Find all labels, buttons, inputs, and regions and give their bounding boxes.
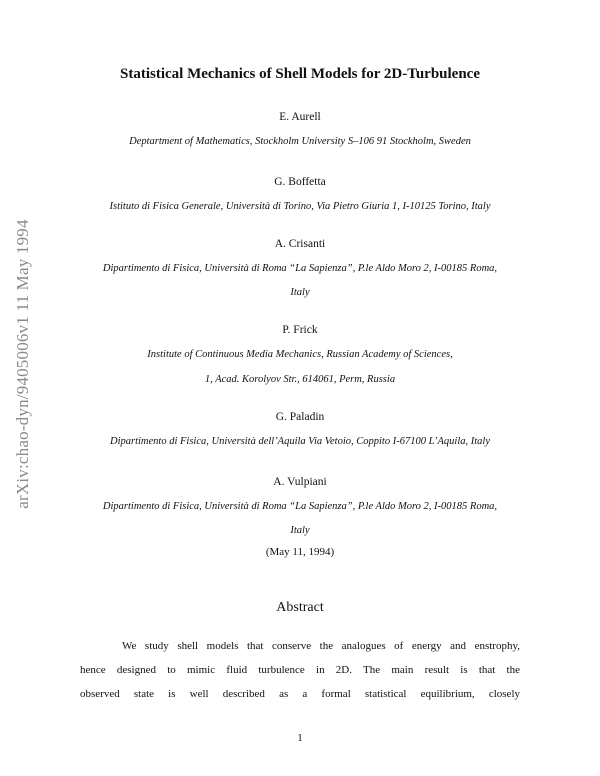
abstract-line: observed state is well described as a formal statistical equilibrium, closely bbox=[80, 688, 520, 700]
abstract-line: We study shell models that conserve the analogues of energy and enstrophy, bbox=[122, 640, 520, 652]
author-affiliation: 1, Acad. Korolyov Str., 614061, Perm, Russia bbox=[204, 374, 396, 385]
author-affiliation: Dipartimento di Fisica, Università dell’Aquila Via Vetoio, Coppito I-67100 L’Aquila, Italy bbox=[110, 436, 490, 447]
author-affiliation: Deptartment of Mathematics, Stockholm University S–106 91 Stockholm, Sweden bbox=[129, 136, 471, 147]
abstract-line: hence designed to mimic fluid turbulence in 2D. The main result is that the bbox=[80, 664, 520, 676]
arxiv-identifier: arXiv:chao-dyn/9405006v1 11 May 1994 bbox=[13, 219, 32, 509]
author-name: E. Aurell bbox=[279, 111, 321, 123]
page-number: 1 bbox=[297, 732, 303, 744]
author-name: G. Boffetta bbox=[274, 176, 326, 188]
author-name: A. Crisanti bbox=[274, 238, 326, 250]
author-affiliation: Dipartimento di Fisica, Università di Roma “La Sapienza”, P.le Aldo Moro 2, I-00185 Roma, bbox=[102, 263, 498, 274]
author-name: P. Frick bbox=[282, 324, 318, 336]
publication-date: (May 11, 1994) bbox=[265, 546, 335, 558]
author-affiliation: Institute of Continuous Media Mechanics, Russian Academy of Sciences, bbox=[147, 349, 453, 360]
author-affiliation: Istituto di Fisica Generale, Università di Torino, Via Pietro Giuria 1, I-10125 Torino, Italy bbox=[109, 201, 491, 212]
author-name: A. Vulpiani bbox=[273, 476, 327, 488]
author-affiliation: Italy bbox=[290, 525, 310, 536]
arxiv-stamp bbox=[8, 184, 38, 544]
abstract-heading: Abstract bbox=[276, 600, 324, 615]
author-name: G. Paladin bbox=[275, 411, 325, 423]
paper-title: Statistical Mechanics of Shell Models for 2D-Turbulence bbox=[120, 66, 480, 82]
author-affiliation: Dipartimento di Fisica, Università di Roma “La Sapienza”, P.le Aldo Moro 2, I-00185 Roma, bbox=[102, 501, 498, 512]
author-affiliation: Italy bbox=[290, 287, 310, 298]
